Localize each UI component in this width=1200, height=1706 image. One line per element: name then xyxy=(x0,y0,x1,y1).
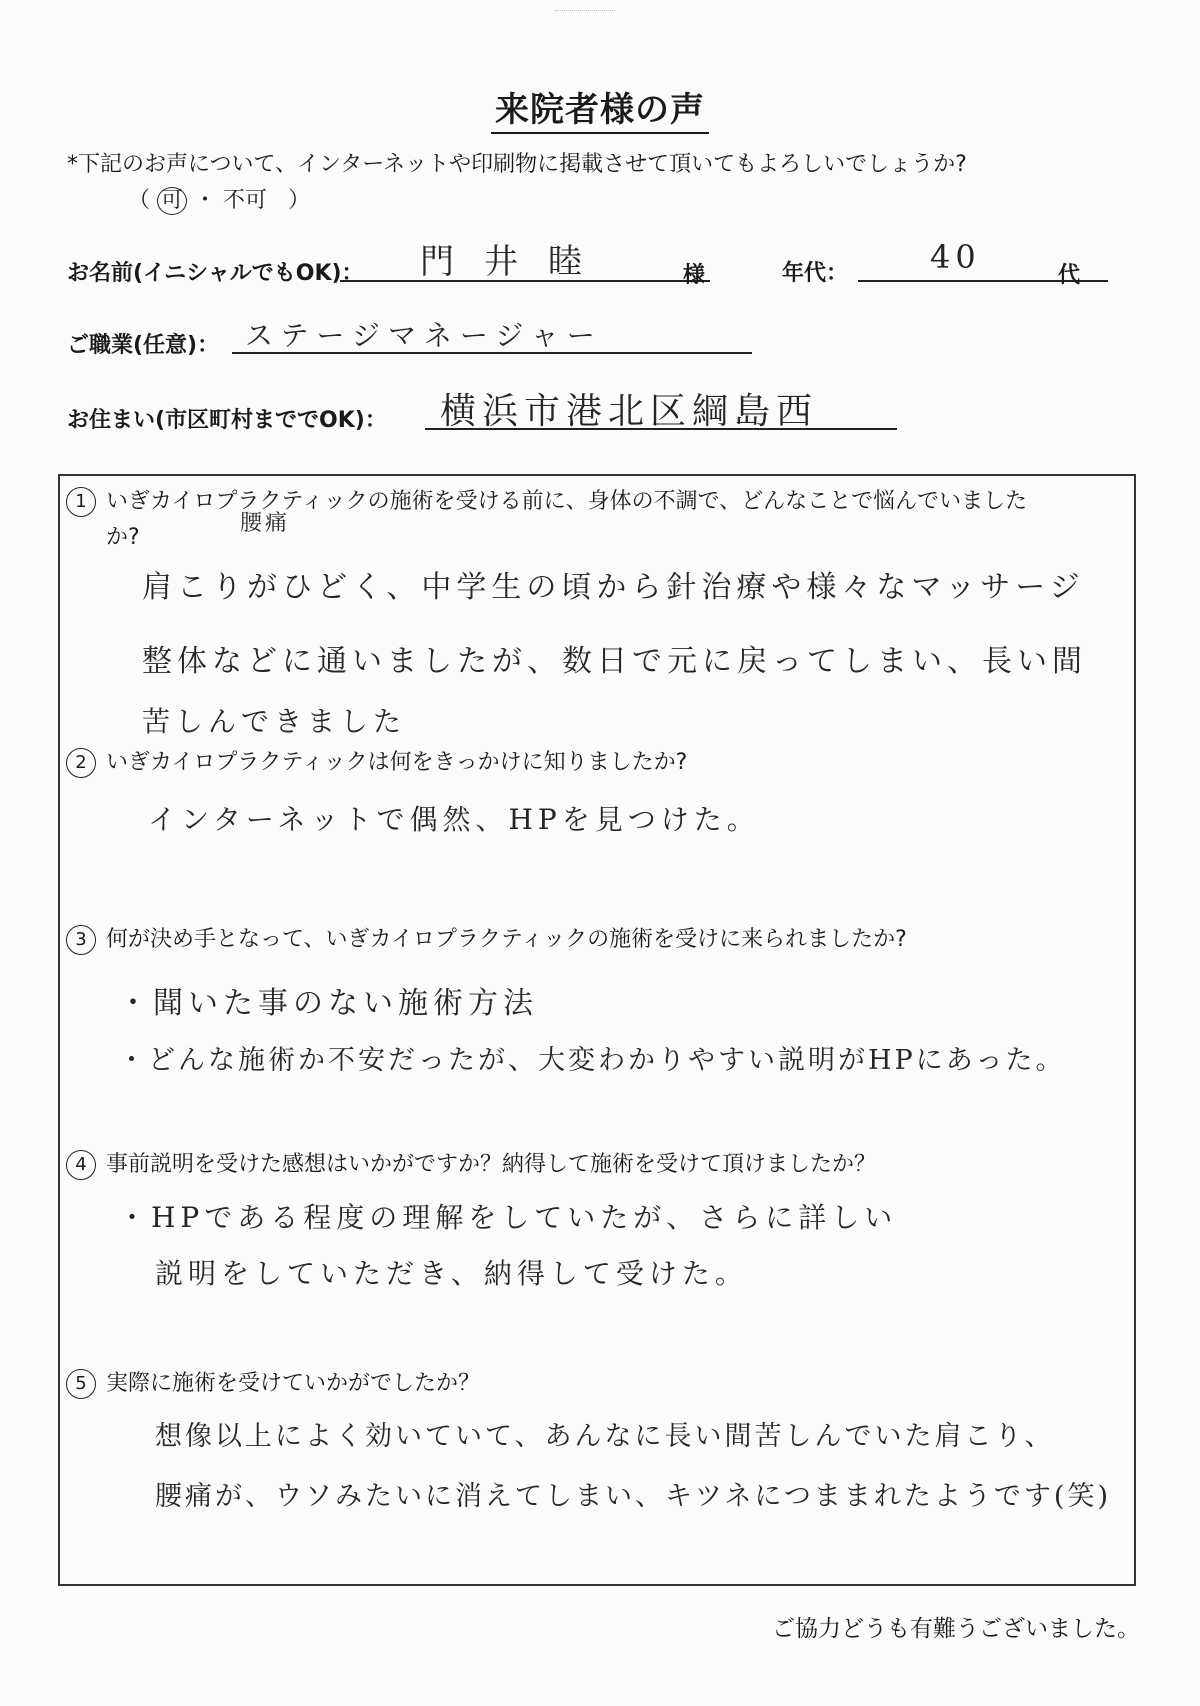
question-1-line2: か? xyxy=(106,525,140,550)
consent-paren-open: （ xyxy=(128,188,151,213)
answer-line: 整体などに通いましたが、数日で元に戻ってしまい、長い間 xyxy=(142,644,1087,679)
form-title: 来院者様の声 xyxy=(0,82,1200,131)
answer-line: ・どんな施術か不安だったが、大変わかりやすい説明がHPにあった。 xyxy=(118,1045,1066,1076)
answer-line: 苦しんできました xyxy=(142,705,407,738)
job-value: ステージマネージャー xyxy=(245,319,603,352)
age-value: 40 xyxy=(930,238,981,276)
question-text: いぎカイロプラクティックの施術を受ける前に、身体の不調で、どんなことで悩んでいました xyxy=(106,489,1028,514)
consent-separator: ・ xyxy=(194,188,217,213)
question-number: 5 xyxy=(66,1369,96,1399)
question-number: 2 xyxy=(66,748,96,778)
question-text: 事前説明を受けた感想はいかがですか？納得して施術を受けて頂けましたか？ xyxy=(106,1152,877,1177)
job-label: ご職業(任意)： xyxy=(67,333,220,358)
consent-question: *下記のお声について、インターネットや印刷物に掲載させて頂いてもよろしいでしょうか? xyxy=(67,152,967,177)
question-1 xyxy=(66,484,1027,517)
answer-line: ・HPである程度の理解をしていたが、さらに詳しい xyxy=(118,1201,898,1234)
question-text: いぎカイロプラクティックは何をきっかけに知りましたか? xyxy=(106,750,688,775)
answer-line: 肩こりがひどく、中学生の頃から針治療や様々なマッサージ xyxy=(142,570,1085,605)
closing-text: ご協力どうも有難うございました。 xyxy=(772,1616,1140,1642)
question-text: 何が決め手となって、いぎカイロプラクティックの施術を受けに来られましたか? xyxy=(106,927,907,952)
question-4 xyxy=(66,1147,876,1180)
age-suffix: 代 xyxy=(1058,263,1081,288)
insert-note: 腰痛 xyxy=(240,511,291,536)
question-number: 1 xyxy=(66,487,96,517)
name-label: お名前(イニシャルでもOK)： xyxy=(67,261,364,286)
consent-no[interactable]: 不可 xyxy=(223,188,268,213)
question-3 xyxy=(66,922,907,955)
question-number: 3 xyxy=(66,925,96,955)
question-text: 実際に施術を受けていかがでしたか？ xyxy=(106,1371,481,1396)
address-label: お住まい(市区町村まででOK)： xyxy=(67,408,387,433)
question-number: 4 xyxy=(66,1150,96,1180)
question-5 xyxy=(66,1366,480,1399)
consent-options xyxy=(128,183,310,215)
scan-mark xyxy=(555,0,615,11)
answer-line: 腰痛が、ウソみたいに消えてしまい、キツネにつままれたようです(笑) xyxy=(155,1481,1111,1512)
answer-line: 想像以上によく効いていて、あんなに長い間苦しんでいた肩こり、 xyxy=(155,1421,1055,1452)
address-value: 横浜市港北区綱島西 xyxy=(440,391,819,432)
answer-line: 説明をしていただき、納得して受けた。 xyxy=(155,1257,748,1290)
consent-yes-circled[interactable]: 可 xyxy=(157,187,187,215)
name-value: 門井睦 xyxy=(420,242,612,282)
age-label: 年代： xyxy=(782,261,849,286)
answer-line: インターネットで偶然、HPを見つけた。 xyxy=(148,803,760,836)
name-suffix: 様 xyxy=(683,263,706,288)
answer-line: ・聞いた事のない施術方法 xyxy=(118,986,538,1021)
question-2 xyxy=(66,745,687,778)
consent-paren-close: ） xyxy=(288,188,311,213)
